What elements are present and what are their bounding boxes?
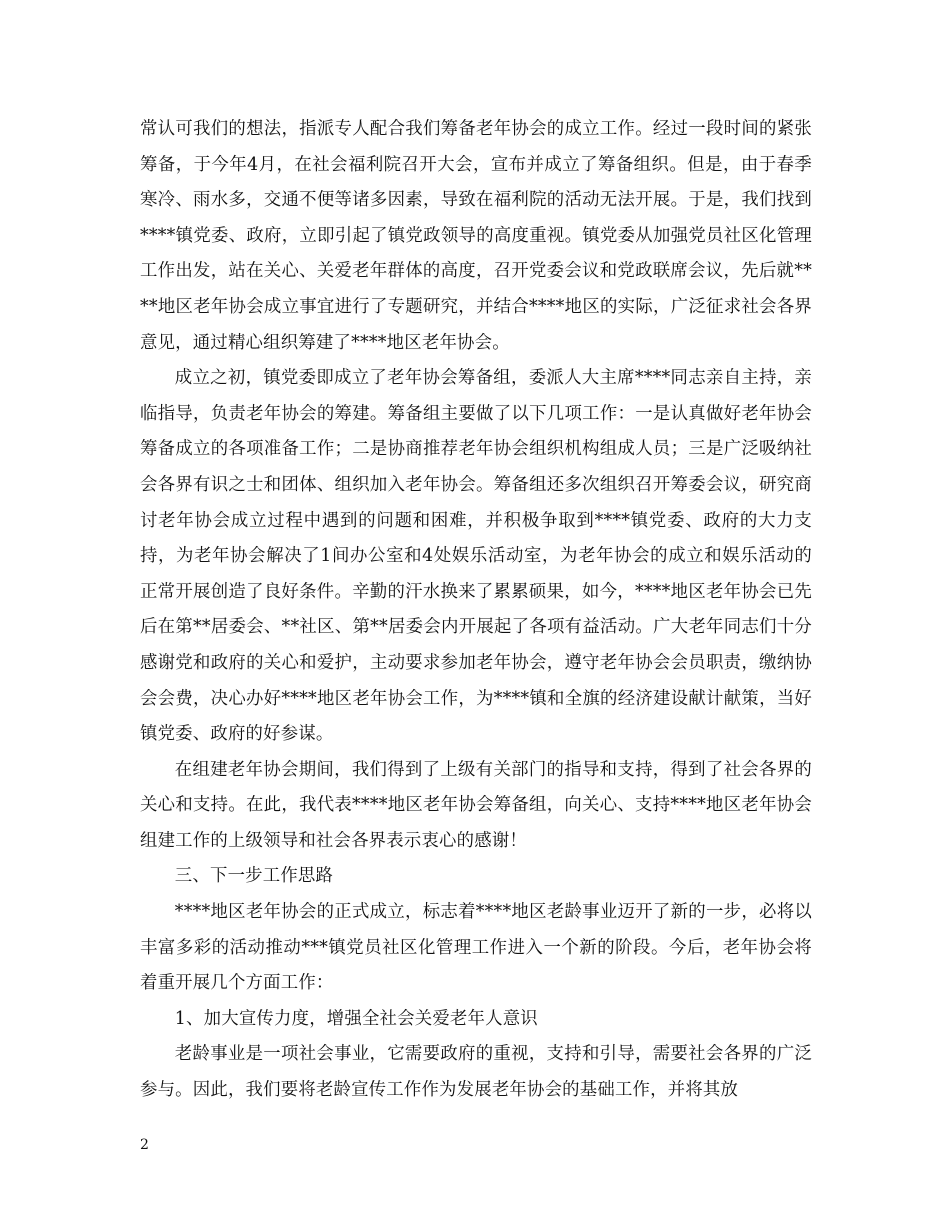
paragraph-2: 成立之初，镇党委即成立了老年协会筹备组，委派人大主席****同志亲自主持，亲临指导，负责老年协会的筹建。筹备组主要做了以下几项工作：一是认真做好老年协会筹备成立的各项准备工作；二是协商推荐老年协会组织机构组成人员；三是广泛吸纳社会各界有识之士和团体、组织加入老年协会。筹备组还多次组织召开筹委会议，研究商讨老年协会成立过程中遇到的问题和困难，并积极争取到****镇党委、政府的大力支持，为老年协会解决了1间办公室和4处娱乐活动室，为老年协会的成立和娱乐活动的正常开展创造了良好条件。辛勤的汗水换来了累累硕果，如今，****地区老年协会已先后在第**居委会、**社区、第**居委会内开展起了各项有益活动。广大老年同志们十分感谢党和政府的关心和爱护，主动要求参加老年协会，遵守老年协会会员职责，缴纳协会会费，决心办好****地区老年协会工作，为****镇和全旗的经济建设献计献策，当好镇党委、政府的好参谋。 <box>140 368 812 745</box>
document-body <box>140 112 812 1109</box>
subheading-1: 1、加大宣传力度，增强全社会关爱老年人意识 <box>174 1008 538 1029</box>
paragraph-3: 在组建老年协会期间，我们得到了上级有关部门的指导和支持，得到了社会各界的关心和支持。在此，我代表****地区老年协会筹备组，向关心、支持****地区老年协会组建工作的上级领导和社会各界表示衷心的感谢！ <box>140 759 812 851</box>
section-heading: 三、下一步工作思路 <box>174 866 334 887</box>
paragraph-1: 常认可我们的想法，指派专人配合我们筹备老年协会的成立工作。经过一段时间的紧张筹备，于今年4月，在社会福利院召开大会，宣布并成立了筹备组织。但是，由于春季寒冷、雨水多，交通不便等诸多因素，导致在福利院的活动无法开展。于是，我们找到****镇党委、政府，立即引起了镇党政领导的高度重视。镇党委从加强党员社区化管理工作出发，站在关心、关爱老年群体的高度，召开党委会议和党政联席会议，先后就****地区老年协会成立事宜进行了专题研究，并结合****地区的实际，广泛征求社会各界意见，通过精心组织筹建了****地区老年协会。 <box>140 119 812 353</box>
page-number: 2 <box>140 1137 149 1153</box>
paragraph-5: 老龄事业是一项社会事业，它需要政府的重视，支持和引导，需要社会各界的广泛参与。因此，我们要将老龄宣传工作作为发展老年协会的基础工作，并将其放 <box>140 1044 812 1101</box>
paragraph-4: ****地区老年协会的正式成立，标志着****地区老龄事业迈开了新的一步，必将以丰富多彩的活动推动***镇党员社区化管理工作进入一个新的阶段。今后，老年协会将着重开展几个方面工作： <box>140 902 812 994</box>
